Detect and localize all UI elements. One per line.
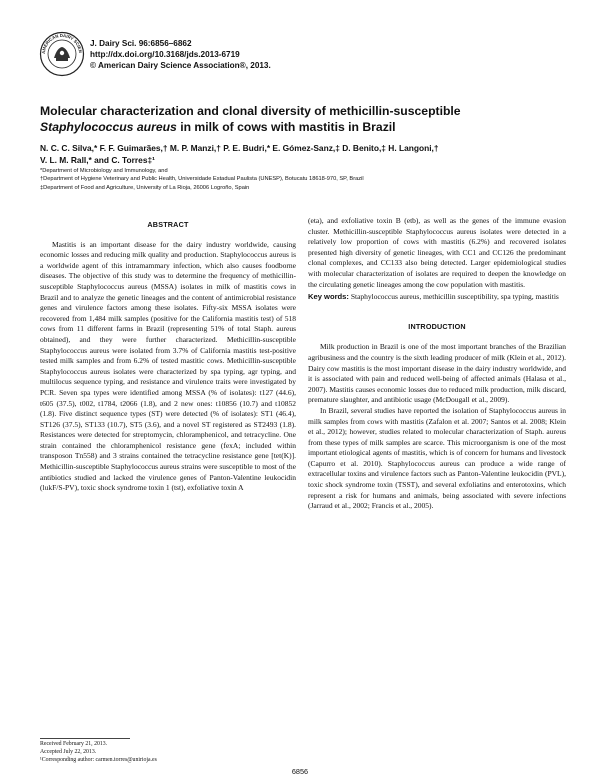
copyright-line: © American Dairy Science Association®, 2013. bbox=[90, 61, 271, 70]
footnote-rule bbox=[40, 738, 130, 739]
article-title bbox=[40, 103, 570, 135]
keywords bbox=[308, 292, 566, 303]
affiliation-2: †Department of Hygiene Veterinary and Public Health, Universidade Estadual Paulista (UNESP), Botucatu 18618-970, SP, Brazil bbox=[40, 176, 364, 183]
authors-line-1: N. C. C. Silva,* F. F. Guimarães,† M. P. Manzi,† P. E. Budri,* E. Gómez-Sanz,‡ D. Benito,‡ H. Langoni,† bbox=[40, 143, 439, 153]
right-column bbox=[308, 216, 566, 512]
asda-seal-logo bbox=[39, 31, 85, 77]
title-species: Staphylococcus aureus bbox=[40, 120, 177, 134]
left-column bbox=[40, 220, 296, 494]
page-number: 6856 bbox=[291, 767, 309, 776]
keywords-text: Staphylococcus aureus, methicillin susceptibility, spa typing, mastitis bbox=[350, 292, 559, 302]
abstract-text: Mastitis is an important disease for the dairy industry worldwide, causing economic losses and reducing milk quality and production. Staphylococcus aureus is a worldwide agent of this intramammary infection, which also causes foodborne diseases. The objective of this study was to determine the frequency of methicillin-susceptible Staphylococcus aureus (MSSA) isolates in milk of mastitis cows in Brazil and to analyze the genetic lineages and the content of antimicrobial resistance genes and virulence factors among these isolates. Fifty-six MSSA isolates were recovered from 1,484 milk samples (positive for the California mastitis test) of 518 cows from 11 different farms in Brazil (representing 51% of total Staph. aureus obtained), and they were further characterized. Methicillin-susceptible Staphylococcus aureus were isolated from 3.7% of California mastitis test-positive tested milk samples and from 6.2% of tested mastitic cows. Methicillin-susceptible Staphylococcus aureus isolates were characterized by spa typing, agr typing, and multilocus sequence typing, and resistance and virulence traits were investigated by PCR. Seven spa types were identified among MSSA (% of isolates): t127 (44.6), t605 (37.5), t002, t1784, t2066 (1.8), and 2 new ones: t10856 (10.7) and t10852 (1.8). Five distinct sequence types (ST) were detected (% of isolates): ST1 (46.4), ST126 (37.5), ST133 (10.7), ST5 (3.6), and a novel ST registered as ST2493 (1.8). Resistances were detected for streptomycin, chloramphenicol, and tetracycline. One strain contained the chloramphenicol resistance gene (fexA; included within transposon Tn558) and 3 strains contained the tetracycline resistance gene [tet(K)]. Methicillin-susceptible Staphylococcus aureus strains were susceptible to most of the antibiotics studied and lacked the virulence genes of Panton-Valentine leukocidin (lukF/S-PV), toxic shock syndrome toxin 1 (tst), exfoliative toxin A bbox=[40, 239, 296, 493]
doi-link[interactable]: http://dx.doi.org/10.3168/jds.2013-6719 bbox=[90, 50, 240, 59]
affiliation-1: *Department of Microbiology and Immunology, and bbox=[40, 168, 168, 174]
intro-paragraph-1: Milk production in Brazil is one of the most important branches of the Brazilian agribusiness and the country is the sixth leading producer of milk (Klein et al., 2012). Dairy cow mastitis is the most important disease in the dairy industry worldwide, and it is associated with pain and reduced well-being of affected animals (Halasa et al., 2007). Mastitis causes economic losses due to reduced milk production, milk discard, premature slaughter, and antibiotic usage (McDougall et al., 2009). bbox=[308, 342, 566, 405]
title-line-1: Molecular characterization and clonal diversity of methicillin-susceptible bbox=[40, 104, 461, 118]
introduction-heading: INTRODUCTION bbox=[408, 321, 466, 331]
svg-text:AMERICAN DAIRY SCIENCE ASSN: AMERICAN DAIRY SCIEN bbox=[40, 32, 83, 55]
journal-header bbox=[90, 38, 271, 71]
footnotes bbox=[40, 741, 157, 765]
received-date: Received February 21, 2013. bbox=[40, 741, 108, 747]
accepted-date: Accepted July 22, 2013. bbox=[40, 748, 97, 755]
journal-citation: J. Dairy Sci. 96:6856–6862 bbox=[90, 39, 192, 48]
title-line-2-rest: in milk of cows with mastitis in Brazil bbox=[176, 120, 396, 134]
abstract-continued: (eta), and exfoliative toxin B (etb), as well as the genes of the immune evasion cluster. Methicillin-susceptible Staphylococcus aureus isolates were detected in a relatively low proportion of cows with mastitis (6.2%) and recovered isolates presented high diversity of genetic lineages, with CC1 and CC126 the predominant clonal complexes, and CC133 also being detected. Larger epidemiological studies with molecular characterization of isolates are required to deepen the knowledge on the circulating genetic lineages among the cow population with mastitis. bbox=[308, 216, 566, 289]
affiliation-3: ‡Department of Food and Agriculture, University of La Rioja, 26006 Logroño, Spain bbox=[40, 184, 250, 191]
author-list bbox=[40, 143, 570, 166]
intro-paragraph-2: In Brazil, several studies have reported the isolation of Staphylococcus aureus in milk samples from cows with mastitis (Zafalon et al. 2007; Santos et al. 2008; Klein et al., 2012); however, studies related to molecular characterization of Staph. aureus from these types of milk samples are scarce. This microorganism is one of the most important etiological agents of mastitis, which is of concern for humans and livestock (Capurro et al. 2010). Staphylococcus aureus can produce a wide range of extracellular toxins and virulence factors such as Panton-Valentine leukocidin (PVL), toxic shock syndrome toxin (TSST), and several exfoliatins and enterotoxins, which represent a risk for humans and animals, being associated with severe infections (Jarraud et al., 2002; Francis et al., 2005). bbox=[308, 405, 566, 511]
authors-line-2: V. L. M. Rall,* and C. Torres‡¹ bbox=[40, 154, 155, 165]
abstract-heading: ABSTRACT bbox=[147, 220, 189, 229]
keywords-label: Key words: bbox=[308, 292, 349, 302]
title-line-2 bbox=[40, 119, 570, 135]
corresponding-author: ¹Corresponding author: carmen.torres@unirioja.es bbox=[40, 756, 157, 763]
affiliations bbox=[40, 167, 580, 192]
